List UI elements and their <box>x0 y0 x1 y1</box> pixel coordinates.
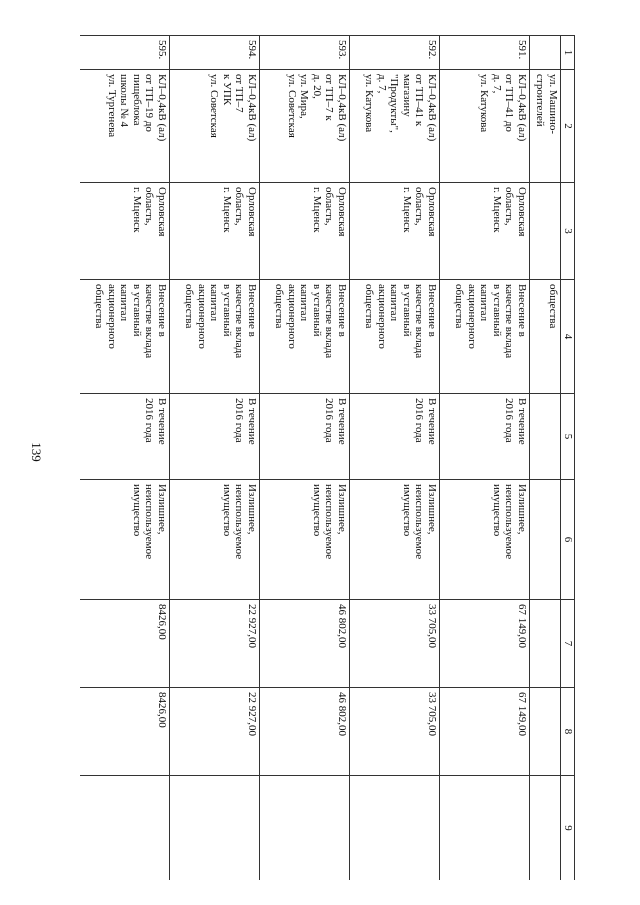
column-number-7: 7 <box>561 600 575 688</box>
cell-term: В течение 2016 года <box>260 394 350 480</box>
cell-name: ул. Машино- строителей <box>530 70 561 183</box>
column-number-4: 4 <box>561 280 575 394</box>
cell-reason: Излишнее, неиспользуемое имущество <box>170 480 260 600</box>
table-row <box>80 36 170 881</box>
cell-number: 595. <box>80 36 170 70</box>
cell-method: Внесение в качестве вклада в уставный капитал акционерного общества <box>440 280 530 394</box>
cell-number: 593. <box>260 36 350 70</box>
cell-note <box>440 776 530 881</box>
cell-number: 591. <box>440 36 530 70</box>
cell-reason: Излишнее, неиспользуемое имущество <box>80 480 170 600</box>
table-row <box>260 36 350 881</box>
cell-value-8: 33 705,00 <box>350 688 440 776</box>
cell-address <box>530 183 561 280</box>
cell-term: В течение 2016 года <box>350 394 440 480</box>
column-number-9: 9 <box>561 776 575 881</box>
cell-method: Внесение в качестве вклада в уставный капитал акционерного общества <box>260 280 350 394</box>
cell-note <box>80 776 170 881</box>
column-number-6: 6 <box>561 480 575 600</box>
cell-address: Орловская область, г. Мценск <box>440 183 530 280</box>
cell-name: КЛ–0,4кВ (ал) от ТП–7 к УПК ул. Советская <box>170 70 260 183</box>
column-number-2: 2 <box>561 70 575 183</box>
cell-note <box>170 776 260 881</box>
cell-value-7 <box>530 600 561 688</box>
continuation-row <box>530 36 561 881</box>
property-table <box>80 35 575 880</box>
cell-note <box>350 776 440 881</box>
column-number-3: 3 <box>561 183 575 280</box>
cell-address: Орловская область, г. Мценск <box>170 183 260 280</box>
column-number-5: 5 <box>561 394 575 480</box>
cell-name: КЛ–0,4кВ (ал) от ТП–41 до д. 7, ул. Катукова <box>440 70 530 183</box>
cell-value-8: 22 927,00 <box>170 688 260 776</box>
cell-name: КЛ–0,4кВ (ал) от ТП–7 к д. 20, ул. Мира, ул. Советская <box>260 70 350 183</box>
cell-value-8: 67 149,00 <box>440 688 530 776</box>
cell-reason: Излишнее, неиспользуемое имущество <box>260 480 350 600</box>
cell-value-7: 8426,00 <box>80 600 170 688</box>
rotated-page-area <box>80 35 575 880</box>
cell-number: 592. <box>350 36 440 70</box>
table-row <box>440 36 530 881</box>
page-number: 139 <box>29 442 44 462</box>
cell-value-7: 67 149,00 <box>440 600 530 688</box>
cell-address: Орловская область, г. Мценск <box>350 183 440 280</box>
cell-name: КЛ–0,4кВ (ал) от ТП–19 до пищеблока школы № 4 ул. Тургенева <box>80 70 170 183</box>
cell-method: Внесение в качестве вклада в уставный капитал акционерного общества <box>170 280 260 394</box>
cell-address: Орловская область, г. Мценск <box>260 183 350 280</box>
cell-value-7: 22 927,00 <box>170 600 260 688</box>
table-row <box>350 36 440 881</box>
cell-reason: Излишнее, неиспользуемое имущество <box>440 480 530 600</box>
cell-number <box>530 36 561 70</box>
cell-name: КЛ–0,4кВ (ал) от ТП–41 к магазину "Продукты", д. 7, ул. Катукова <box>350 70 440 183</box>
cell-reason <box>530 480 561 600</box>
cell-value-8: 46 802,00 <box>260 688 350 776</box>
table-row <box>170 36 260 881</box>
cell-note <box>530 776 561 881</box>
cell-reason: Излишнее, неиспользуемое имущество <box>350 480 440 600</box>
cell-term: В течение 2016 года <box>80 394 170 480</box>
column-number-1: 1 <box>561 36 575 70</box>
cell-value-8: 8426,00 <box>80 688 170 776</box>
cell-term <box>530 394 561 480</box>
cell-note <box>260 776 350 881</box>
property-table-container <box>80 35 575 880</box>
cell-value-7: 46 802,00 <box>260 600 350 688</box>
cell-value-8 <box>530 688 561 776</box>
cell-address: Орловская область, г. Мценск <box>80 183 170 280</box>
column-number-8: 8 <box>561 688 575 776</box>
cell-term: В течение 2016 года <box>440 394 530 480</box>
cell-method: Внесение в качестве вклада в уставный капитал акционерного общества <box>350 280 440 394</box>
cell-value-7: 33 705,00 <box>350 600 440 688</box>
cell-term: В течение 2016 года <box>170 394 260 480</box>
cell-method: общества <box>530 280 561 394</box>
cell-number: 594. <box>170 36 260 70</box>
column-number-row <box>561 36 575 881</box>
cell-method: Внесение в качестве вклада в уставный капитал акционерного общества <box>80 280 170 394</box>
